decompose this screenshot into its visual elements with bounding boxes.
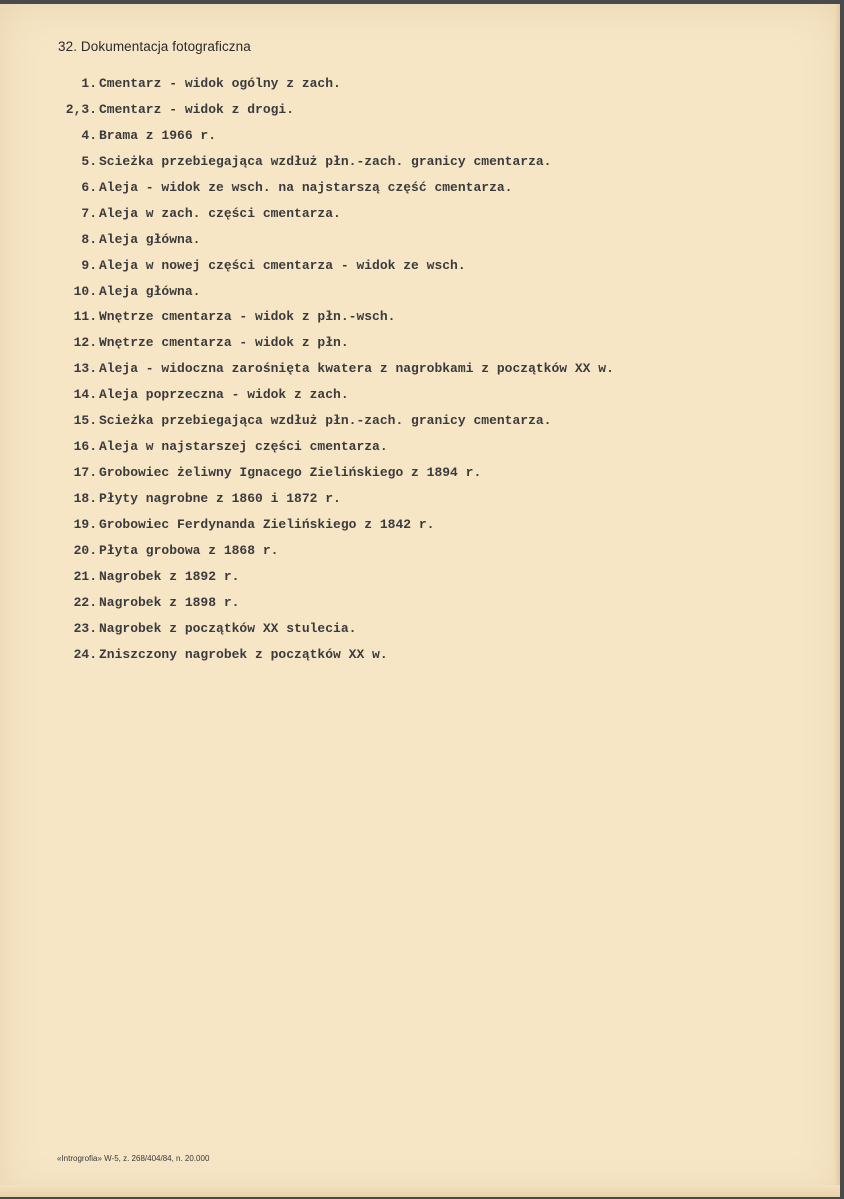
- list-item: [56, 204, 614, 230]
- list-item: [56, 385, 614, 411]
- list-item: [56, 230, 614, 256]
- entry-text: Nagrobek z 1898 r.: [99, 594, 240, 610]
- entry-number: 9.: [81, 257, 97, 273]
- entry-number: 18.: [73, 491, 97, 506]
- entry-number: 24.: [73, 646, 97, 662]
- entry-text: Aleja główna.: [99, 231, 201, 247]
- entry-text: Grobowiec żeliwny Ignacego Zielińskiego z 1894 r.: [99, 465, 482, 481]
- entry-number: 2,3.: [65, 101, 97, 117]
- entry-text: Cmentarz - widok ogólny z zach.: [99, 76, 341, 91]
- entry-text: Aleja poprzeczna - widok z zach.: [99, 387, 349, 403]
- paper-edge-bottom: [0, 1185, 840, 1197]
- entry-text: Cmentarz - widok z drogi.: [99, 101, 295, 117]
- list-item: [56, 359, 614, 385]
- list-item: [56, 463, 614, 489]
- list-item: [56, 593, 614, 619]
- entry-number: 5.: [81, 153, 97, 169]
- entry-number: 20.: [73, 542, 97, 558]
- list-item: [56, 282, 614, 308]
- entry-text: Grobowiec Ferdynanda Zielińskiego z 1842 r.: [99, 516, 435, 532]
- entry-number: 19.: [73, 516, 97, 532]
- entry-number: 7.: [81, 205, 97, 221]
- entry-number: 21.: [73, 568, 97, 584]
- list-item: [56, 411, 614, 437]
- printer-imprint: «Introgrofia» W-5, z. 268/404/84, n. 20.000: [57, 1154, 210, 1163]
- entry-text: Nagrobek z początków XX stulecia.: [99, 620, 357, 636]
- entry-number: 4.: [81, 127, 97, 143]
- entry-number: 22.: [73, 594, 97, 610]
- list-item: [56, 437, 614, 463]
- list-item: [56, 74, 614, 100]
- list-item: [56, 541, 614, 567]
- entry-number: 6.: [81, 179, 97, 195]
- entry-number: 14.: [73, 387, 97, 403]
- entry-number: 17.: [73, 465, 97, 481]
- list-item: [56, 307, 614, 333]
- list-item: [56, 100, 614, 126]
- entry-text: Brama z 1966 r.: [99, 127, 217, 143]
- entry-text: Aleja - widoczna zarośnięta kwatera z nagrobkami z początków XX w.: [99, 361, 614, 377]
- entry-number: 11.: [73, 309, 97, 325]
- entry-text: Aleja w nowej części cmentarza - widok ze wsch.: [99, 257, 466, 273]
- list-item: [56, 178, 614, 204]
- list-item: [56, 489, 614, 515]
- entry-text: Płyty nagrobne z 1860 i 1872 r.: [99, 491, 341, 506]
- entry-number: 13.: [73, 361, 97, 377]
- paper-edge-right: [834, 4, 840, 1197]
- entry-text: Płyta grobowa z 1868 r.: [99, 542, 279, 558]
- entry-number: 10.: [73, 283, 97, 299]
- list-item: [56, 126, 614, 152]
- list-item: [56, 619, 614, 645]
- list-item: [56, 333, 614, 359]
- entry-number: 12.: [73, 335, 97, 351]
- entry-number: 23.: [73, 620, 97, 636]
- entry-text: Aleja główna.: [99, 283, 201, 299]
- entry-text: Scieżka przebiegająca wzdłuż płn.-zach. granicy cmentarza.: [99, 413, 552, 429]
- entry-number: 16.: [73, 439, 97, 455]
- entry-text: Scieżka przebiegająca wzdłuż płn.-zach. granicy cmentarza.: [99, 153, 552, 169]
- list-item: [56, 152, 614, 178]
- entry-text: Nagrobek z 1892 r.: [99, 568, 240, 584]
- entry-text: Aleja w zach. części cmentarza.: [99, 205, 341, 221]
- list-item: [56, 256, 614, 282]
- page-title: 32. Dokumentacja fotograficzna: [58, 39, 251, 54]
- list-item: [56, 515, 614, 541]
- list-item: [56, 645, 614, 671]
- entry-number: 15.: [73, 413, 97, 429]
- list-item: [56, 567, 614, 593]
- entry-number: 8.: [81, 231, 97, 247]
- entry-text: Wnętrze cmentarza - widok z płn.: [99, 335, 349, 351]
- entry-text: Wnętrze cmentarza - widok z płn.-wsch.: [99, 309, 396, 325]
- entry-text: Zniszczony nagrobek z początków XX w.: [99, 646, 388, 662]
- entry-number: 1.: [81, 76, 97, 91]
- document-page: [0, 4, 840, 1197]
- entry-text: Aleja w najstarszej części cmentarza.: [99, 439, 388, 455]
- photo-documentation-list: [56, 74, 614, 671]
- entry-text: Aleja - widok ze wsch. na najstarszą część cmentarza.: [99, 179, 513, 195]
